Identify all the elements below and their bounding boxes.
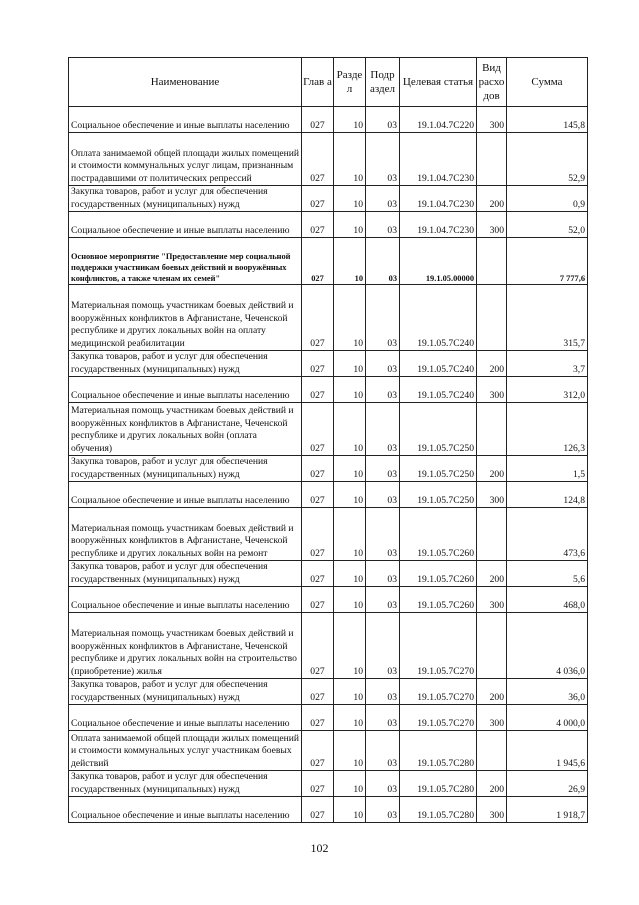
cell-kind: 300: [477, 587, 507, 613]
table-row: [69, 731, 588, 771]
cell-chapter: 027: [302, 133, 334, 186]
cell-chapter: 027: [302, 238, 334, 285]
cell-subsection: 03: [366, 679, 400, 705]
cell-sum: 52,9: [507, 133, 588, 186]
cell-target: 19.1.05.7С250: [400, 456, 477, 482]
cell-target: 19.1.04.7С230: [400, 212, 477, 238]
cell-sum: 4 000,0: [507, 705, 588, 731]
cell-kind: 200: [477, 186, 507, 212]
table-row: [69, 456, 588, 482]
cell-target: 19.1.05.7С240: [400, 377, 477, 403]
cell-target: 19.1.05.7С260: [400, 587, 477, 613]
table-row: [69, 771, 588, 797]
cell-kind: 300: [477, 482, 507, 508]
cell-target: 19.1.05.7С270: [400, 613, 477, 679]
cell-section: 10: [334, 508, 366, 561]
cell-subsection: 03: [366, 403, 400, 456]
cell-sum: 5,6: [507, 561, 588, 587]
cell-section: 10: [334, 456, 366, 482]
cell-chapter: 027: [302, 212, 334, 238]
table-row: [69, 403, 588, 456]
cell-chapter: 027: [302, 587, 334, 613]
cell-chapter: 027: [302, 107, 334, 133]
cell-sum: 26,9: [507, 771, 588, 797]
cell-subsection: 03: [366, 212, 400, 238]
cell-section: 10: [334, 133, 366, 186]
table-row: [69, 561, 588, 587]
cell-subsection: 03: [366, 508, 400, 561]
cell-target: 19.1.05.7С250: [400, 403, 477, 456]
cell-target: 19.1.05.7С240: [400, 351, 477, 377]
cell-name: Социальное обеспечение и иные выплаты населению: [69, 482, 302, 508]
table-row: [69, 705, 588, 731]
cell-subsection: 03: [366, 107, 400, 133]
cell-target: 19.1.04.7С220: [400, 107, 477, 133]
cell-target: 19.1.05.7С250: [400, 482, 477, 508]
cell-kind: [477, 285, 507, 351]
cell-sum: 36,0: [507, 679, 588, 705]
cell-chapter: 027: [302, 705, 334, 731]
table-header-row: [69, 58, 588, 107]
cell-section: 10: [334, 285, 366, 351]
cell-subsection: 03: [366, 482, 400, 508]
cell-chapter: 027: [302, 377, 334, 403]
cell-section: 10: [334, 797, 366, 823]
cell-kind: 200: [477, 771, 507, 797]
cell-chapter: 027: [302, 456, 334, 482]
cell-section: 10: [334, 212, 366, 238]
cell-sum: 4 036,0: [507, 613, 588, 679]
cell-subsection: 03: [366, 731, 400, 771]
header-name: Наименование: [69, 58, 302, 107]
cell-name: Материальная помощь участникам боевых действий и вооружённых конфликтов в Афганистане, Чеченской республике и других локальных войн на оплату медицинской реабилитации: [69, 285, 302, 351]
cell-name: Закупка товаров, работ и услуг для обеспечения государственных (муниципальных) нужд: [69, 771, 302, 797]
cell-name: Социальное обеспечение и иные выплаты населению: [69, 212, 302, 238]
cell-name: Социальное обеспечение и иные выплаты населению: [69, 587, 302, 613]
table-row: [69, 797, 588, 823]
cell-target: 19.1.05.7С280: [400, 771, 477, 797]
cell-name: Закупка товаров, работ и услуг для обеспечения государственных (муниципальных) нужд: [69, 456, 302, 482]
header-sum: Сумма: [507, 58, 588, 107]
cell-sum: 473,6: [507, 508, 588, 561]
table-row: [69, 508, 588, 561]
cell-section: 10: [334, 238, 366, 285]
cell-kind: 300: [477, 797, 507, 823]
cell-section: 10: [334, 561, 366, 587]
cell-section: 10: [334, 731, 366, 771]
table-row: [69, 186, 588, 212]
cell-subsection: 03: [366, 351, 400, 377]
cell-name: Социальное обеспечение и иные выплаты населению: [69, 797, 302, 823]
header-kind: Вид расхо дов: [477, 58, 507, 107]
table-row: [69, 351, 588, 377]
cell-sum: 1 918,7: [507, 797, 588, 823]
table-row: [69, 377, 588, 403]
cell-section: 10: [334, 587, 366, 613]
cell-chapter: 027: [302, 351, 334, 377]
cell-chapter: 027: [302, 613, 334, 679]
cell-kind: 200: [477, 456, 507, 482]
cell-name: Закупка товаров, работ и услуг для обеспечения государственных (муниципальных) нужд: [69, 679, 302, 705]
cell-chapter: 027: [302, 679, 334, 705]
table-row: [69, 133, 588, 186]
cell-kind: 300: [477, 705, 507, 731]
cell-kind: 200: [477, 351, 507, 377]
cell-target: 19.1.05.7С270: [400, 679, 477, 705]
cell-name: Материальная помощь участникам боевых действий и вооружённых конфликтов в Афганистане, Чеченской республике и других локальных войн на строительство (приобретение) жилья: [69, 613, 302, 679]
cell-subsection: 03: [366, 705, 400, 731]
cell-chapter: 027: [302, 561, 334, 587]
cell-section: 10: [334, 771, 366, 797]
cell-subsection: 03: [366, 797, 400, 823]
cell-kind: [477, 403, 507, 456]
header-section: Разде л: [334, 58, 366, 107]
table-row: [69, 613, 588, 679]
cell-chapter: 027: [302, 186, 334, 212]
cell-chapter: 027: [302, 771, 334, 797]
cell-target: 19.1.04.7С230: [400, 186, 477, 212]
header-chapter: Глав а: [302, 58, 334, 107]
cell-target: 19.1.05.7С280: [400, 731, 477, 771]
cell-kind: [477, 133, 507, 186]
header-target: Целевая статья: [400, 58, 477, 107]
cell-chapter: 027: [302, 482, 334, 508]
cell-section: 10: [334, 679, 366, 705]
cell-kind: [477, 613, 507, 679]
cell-name: Материальная помощь участникам боевых действий и вооружённых конфликтов в Афганистане, Чеченской республике и других локальных войн (оплата обучения): [69, 403, 302, 456]
cell-sum: 124,8: [507, 482, 588, 508]
cell-kind: 200: [477, 561, 507, 587]
cell-target: 19.1.04.7С230: [400, 133, 477, 186]
page-number: 102: [310, 841, 329, 855]
cell-name: Закупка товаров, работ и услуг для обеспечения государственных (муниципальных) нужд: [69, 351, 302, 377]
cell-subsection: 03: [366, 456, 400, 482]
cell-section: 10: [334, 705, 366, 731]
cell-name: Социальное обеспечение и иные выплаты населению: [69, 107, 302, 133]
cell-target: 19.1.05.7С280: [400, 797, 477, 823]
cell-subsection: 03: [366, 613, 400, 679]
table-row: [69, 107, 588, 133]
cell-name: Оплата занимаемой общей площади жилых помещений и стоимости коммунальных услуг лицам, признанным пострадавшими от политических репрессий: [69, 133, 302, 186]
budget-table: [68, 57, 588, 823]
cell-section: 10: [334, 403, 366, 456]
cell-section: 10: [334, 377, 366, 403]
table-row: [69, 679, 588, 705]
cell-sum: 1 945,6: [507, 731, 588, 771]
cell-name: Закупка товаров, работ и услуг для обеспечения государственных (муниципальных) нужд: [69, 186, 302, 212]
cell-section: 10: [334, 613, 366, 679]
cell-sum: 312,0: [507, 377, 588, 403]
cell-sum: 52,0: [507, 212, 588, 238]
cell-kind: [477, 731, 507, 771]
cell-name: Оплата занимаемой общей площади жилых помещений и стоимости коммунальных услуг участникам боевых действий: [69, 731, 302, 771]
cell-kind: 300: [477, 212, 507, 238]
cell-name: Закупка товаров, работ и услуг для обеспечения государственных (муниципальных) нужд: [69, 561, 302, 587]
table-body: [69, 107, 588, 823]
cell-subsection: 03: [366, 587, 400, 613]
cell-section: 10: [334, 107, 366, 133]
cell-kind: 200: [477, 679, 507, 705]
cell-chapter: 027: [302, 508, 334, 561]
cell-chapter: 027: [302, 403, 334, 456]
cell-sum: 126,3: [507, 403, 588, 456]
cell-sum: 315,7: [507, 285, 588, 351]
cell-kind: 300: [477, 377, 507, 403]
cell-sum: 0,9: [507, 186, 588, 212]
table-row: [69, 587, 588, 613]
cell-target: 19.1.05.7С260: [400, 508, 477, 561]
cell-target: 19.1.05.7С270: [400, 705, 477, 731]
table-row: [69, 238, 588, 285]
table-row: [69, 482, 588, 508]
cell-target: 19.1.05.00000: [400, 238, 477, 285]
table-row: [69, 285, 588, 351]
cell-name: Социальное обеспечение и иные выплаты населению: [69, 705, 302, 731]
cell-chapter: 027: [302, 731, 334, 771]
cell-kind: [477, 508, 507, 561]
cell-name: Социальное обеспечение и иные выплаты населению: [69, 377, 302, 403]
cell-subsection: 03: [366, 285, 400, 351]
cell-name: Материальная помощь участникам боевых действий и вооружённых конфликтов в Афганистане, Чеченской республике и других локальных войн на ремонт: [69, 508, 302, 561]
cell-subsection: 03: [366, 238, 400, 285]
cell-sum: 3,7: [507, 351, 588, 377]
cell-kind: [477, 238, 507, 285]
cell-subsection: 03: [366, 186, 400, 212]
cell-name: Основное мероприятие "Предоставление мер социальной поддержки участникам боевых действий и вооружённых конфликтов, а также членам их семей": [69, 238, 302, 285]
cell-subsection: 03: [366, 561, 400, 587]
cell-sum: 468,0: [507, 587, 588, 613]
header-subsection: Подр аздел: [366, 58, 400, 107]
cell-sum: 7 777,6: [507, 238, 588, 285]
cell-chapter: 027: [302, 285, 334, 351]
cell-section: 10: [334, 186, 366, 212]
cell-kind: 300: [477, 107, 507, 133]
cell-sum: 145,8: [507, 107, 588, 133]
cell-target: 19.1.05.7С260: [400, 561, 477, 587]
cell-sum: 1,5: [507, 456, 588, 482]
cell-subsection: 03: [366, 771, 400, 797]
cell-subsection: 03: [366, 133, 400, 186]
cell-subsection: 03: [366, 377, 400, 403]
table-row: [69, 212, 588, 238]
cell-section: 10: [334, 351, 366, 377]
cell-section: 10: [334, 482, 366, 508]
cell-chapter: 027: [302, 797, 334, 823]
cell-target: 19.1.05.7С240: [400, 285, 477, 351]
